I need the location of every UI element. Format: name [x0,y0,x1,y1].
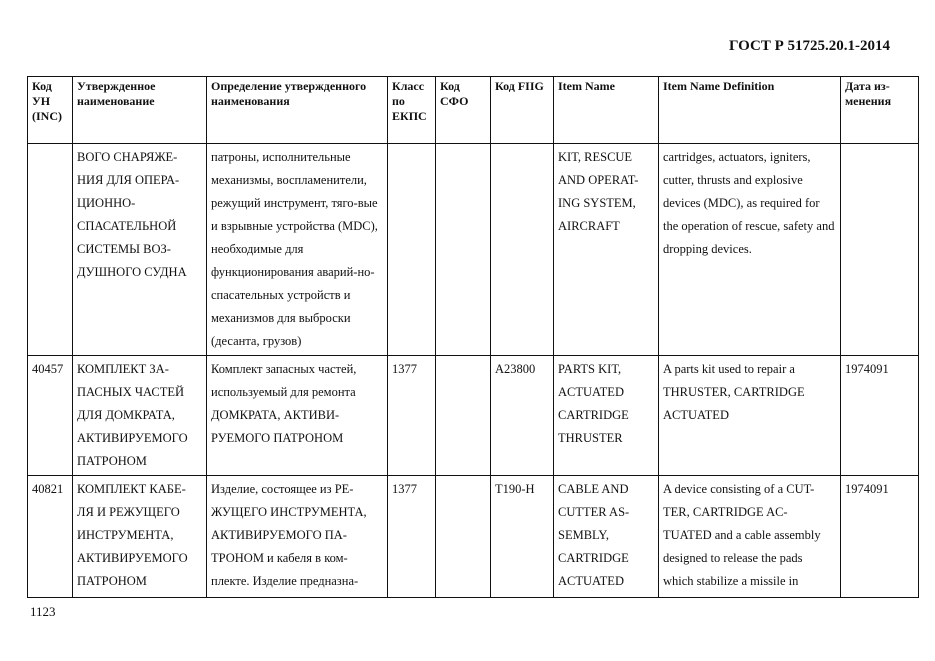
cell-name: КОМПЛЕКТ КАБЕ-ЛЯ И РЕЖУЩЕГО ИНСТРУМЕНТА, АКТИВИРУЕМОГО ПАТРОНОМ [73,476,207,598]
standard-code: ГОСТ Р 51725.20.1-2014 [728,38,890,54]
cell-inc: 40821 [28,476,73,598]
col-header-fiig: Код FIIG [491,77,554,144]
cell-date: 1974091 [841,476,919,598]
col-header-name: Утвержденное наименование [73,77,207,144]
cell-item-def: cartridges, actuators, igniters, cutter, thrusts and explosive devices (MDC), as required for the operation of rescue, safety and dropping devices. [659,144,841,356]
cell-date [841,144,919,356]
cell-inc: 40457 [28,356,73,476]
cell-fiig: A23800 [491,356,554,476]
table-row [28,356,919,476]
cell-definition: Изделие, состоящее из РЕ-ЖУЩЕГО ИНСТРУМЕНТА, АКТИВИРУЕМОГО ПА-ТРОНОМ и кабеля в ком-плекте. Изделие предназна- [207,476,388,598]
table-row [28,144,919,356]
cell-item-def: A parts kit used to repair a THRUSTER, CARTRIDGE ACTUATED [659,356,841,476]
cell-class [388,144,436,356]
col-header-definition: Определение утвержденного наименования [207,77,388,144]
col-header-item-name: Item Name [554,77,659,144]
cell-item-def: A device consisting of a CUT-TER, CARTRIDGE AC-TUATED and a cable assembly designed to release the pads which stabilize a missile in [659,476,841,598]
col-header-sfo: Код СФО [436,77,491,144]
cell-item-name: CABLE AND CUTTER AS-SEMBLY, CARTRIDGE ACTUATED [554,476,659,598]
cell-class: 1377 [388,476,436,598]
cell-fiig [491,144,554,356]
table-header-row [28,77,919,144]
cell-inc [28,144,73,356]
col-header-class: Класс по ЕКПС [388,77,436,144]
cell-fiig: T190-H [491,476,554,598]
page-number: 1123 [30,604,56,619]
col-header-inc: Код УН (INC) [28,77,73,144]
cell-sfo [436,476,491,598]
cell-sfo [436,356,491,476]
catalog-table [27,76,919,598]
cell-item-name: PARTS KIT, ACTUATED CARTRIDGE THRUSTER [554,356,659,476]
col-header-date: Дата из-менения [841,77,919,144]
cell-name: КОМПЛЕКТ ЗА-ПАСНЫХ ЧАСТЕЙ ДЛЯ ДОМКРАТА, АКТИВИРУЕМОГО ПАТРОНОМ [73,356,207,476]
col-header-item-def: Item Name Definition [659,77,841,144]
cell-definition: Комплект запасных частей, используемый для ремонта ДОМКРАТА, АКТИВИ-РУЕМОГО ПАТРОНОМ [207,356,388,476]
cell-date: 1974091 [841,356,919,476]
cell-name: ВОГО СНАРЯЖЕ-НИЯ ДЛЯ ОПЕРА-ЦИОННО-СПАСАТЕЛЬНОЙ СИСТЕМЫ ВОЗ-ДУШНОГО СУДНА [73,144,207,356]
cell-sfo [436,144,491,356]
cell-definition: патроны, исполнительные механизмы, воспламенители, режущий инструмент, тяго-вые и взрывные устройства (MDC), необходимые для функционирования аварий-но-спасательных устройств и механизмов для выброски (десанта, грузов) [207,144,388,356]
cell-class: 1377 [388,356,436,476]
table-row [28,476,919,598]
cell-item-name: KIT, RESCUE AND OPERAT-ING SYSTEM, AIRCRAFT [554,144,659,356]
